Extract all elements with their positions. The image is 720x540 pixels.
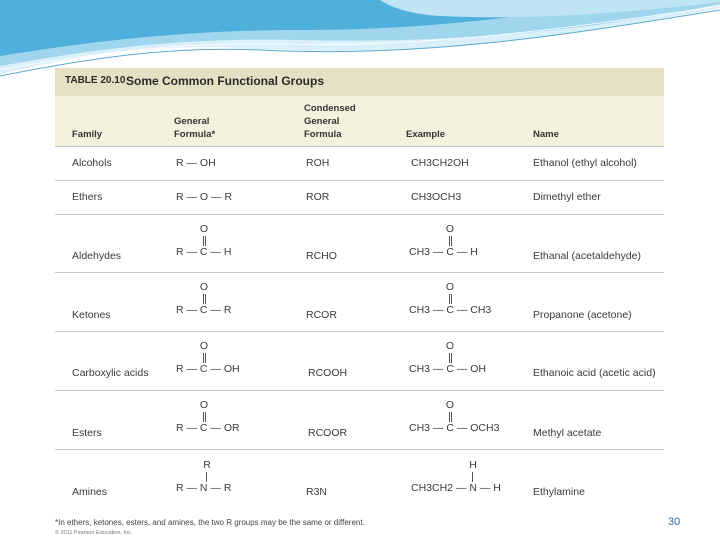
formula-line: R — N — R (176, 482, 232, 494)
table-label: TABLE 20.10 (65, 75, 126, 86)
single-bond (206, 472, 208, 482)
formula-line: CH3 — C — CH3 (409, 304, 492, 316)
formula-line: R — C — OH (176, 363, 240, 375)
oxygen-atom: O (445, 399, 455, 411)
header-name: Name (533, 129, 559, 140)
condensed-cell: RCHO (306, 250, 337, 262)
condensed-cell: ROH (306, 157, 330, 169)
name-cell: Propanone (acetone) (533, 309, 632, 321)
formula-line: R — C — R (176, 304, 232, 316)
single-bond (472, 472, 474, 482)
general-formula-cell: R — OH (176, 157, 216, 169)
name-cell: Methyl acetate (533, 427, 602, 439)
general-formula-cell: R — O — R (176, 191, 233, 203)
table-row (55, 449, 664, 512)
condensed-cell: RCOOR (308, 427, 348, 439)
name-cell: Ethanol (ethyl alcohol) (533, 157, 637, 169)
name-cell: Ethanal (acetaldehyde) (533, 250, 641, 262)
oxygen-atom: O (199, 223, 209, 235)
oxygen-atom: O (445, 340, 455, 352)
substituent-r: R (203, 459, 211, 471)
formula-line: CH3 — C — OH (409, 363, 487, 375)
name-cell: Ethylamine (533, 486, 585, 498)
table-row (55, 146, 664, 181)
name-cell: Dimethyl ether (533, 191, 601, 203)
functional-groups-table (55, 68, 664, 536)
family-cell: Alcohols (72, 157, 112, 169)
double-bond (449, 294, 452, 304)
copyright-notice: © 2011 Pearson Education, Inc. (55, 530, 133, 536)
condensed-cell: RCOR (306, 309, 337, 321)
table-row (55, 214, 664, 273)
condensed-cell: R3N (306, 486, 328, 498)
header-condensed-formula: Condensed General Formula (304, 103, 356, 140)
table-row (55, 390, 664, 450)
table-header-row (55, 96, 664, 146)
name-cell: Ethanoic acid (acetic acid) (533, 367, 656, 379)
double-bond (449, 236, 452, 246)
oxygen-atom: O (445, 223, 455, 235)
formula-line: R — C — H (176, 246, 232, 258)
formula-line: CH3 — C — OCH3 (409, 422, 500, 434)
table-row (55, 331, 664, 391)
condensed-cell: RCOOH (308, 367, 348, 379)
example-cell: CH3CH2OH (411, 157, 469, 169)
formula-line: CH3 — C — H (409, 246, 478, 258)
oxygen-atom: O (199, 340, 209, 352)
family-cell: Ketones (72, 309, 111, 321)
formula-line: CH3CH2 — N — H (411, 482, 501, 494)
header-general-formula: General Formula* (174, 116, 216, 140)
family-cell: Ethers (72, 191, 103, 203)
table-title: Some Common Functional Groups (126, 74, 325, 88)
table-footnote: *In ethers, ketones, esters, and amines, the two R groups may be the same or different. (55, 518, 365, 527)
formula-line: R — C — OR (176, 422, 240, 434)
family-cell: Aldehydes (72, 250, 122, 262)
double-bond (449, 353, 452, 363)
double-bond (203, 353, 206, 363)
family-cell: Carboxylic acids (72, 367, 149, 379)
example-cell: CH3OCH3 (411, 191, 462, 203)
table-title-bar (55, 68, 664, 96)
family-cell: Esters (72, 427, 102, 439)
oxygen-atom: O (199, 281, 209, 293)
table-row (55, 180, 664, 215)
table-row (55, 272, 664, 332)
header-family: Family (72, 129, 103, 140)
oxygen-atom: O (199, 399, 209, 411)
substituent-h: H (469, 459, 477, 471)
double-bond (203, 236, 206, 246)
double-bond (203, 412, 206, 422)
double-bond (449, 412, 452, 422)
condensed-cell: ROR (306, 191, 330, 203)
slide-page-number: 30 (668, 516, 681, 528)
oxygen-atom: O (445, 281, 455, 293)
double-bond (203, 294, 206, 304)
header-example: Example (406, 129, 446, 140)
family-cell: Amines (72, 486, 108, 498)
